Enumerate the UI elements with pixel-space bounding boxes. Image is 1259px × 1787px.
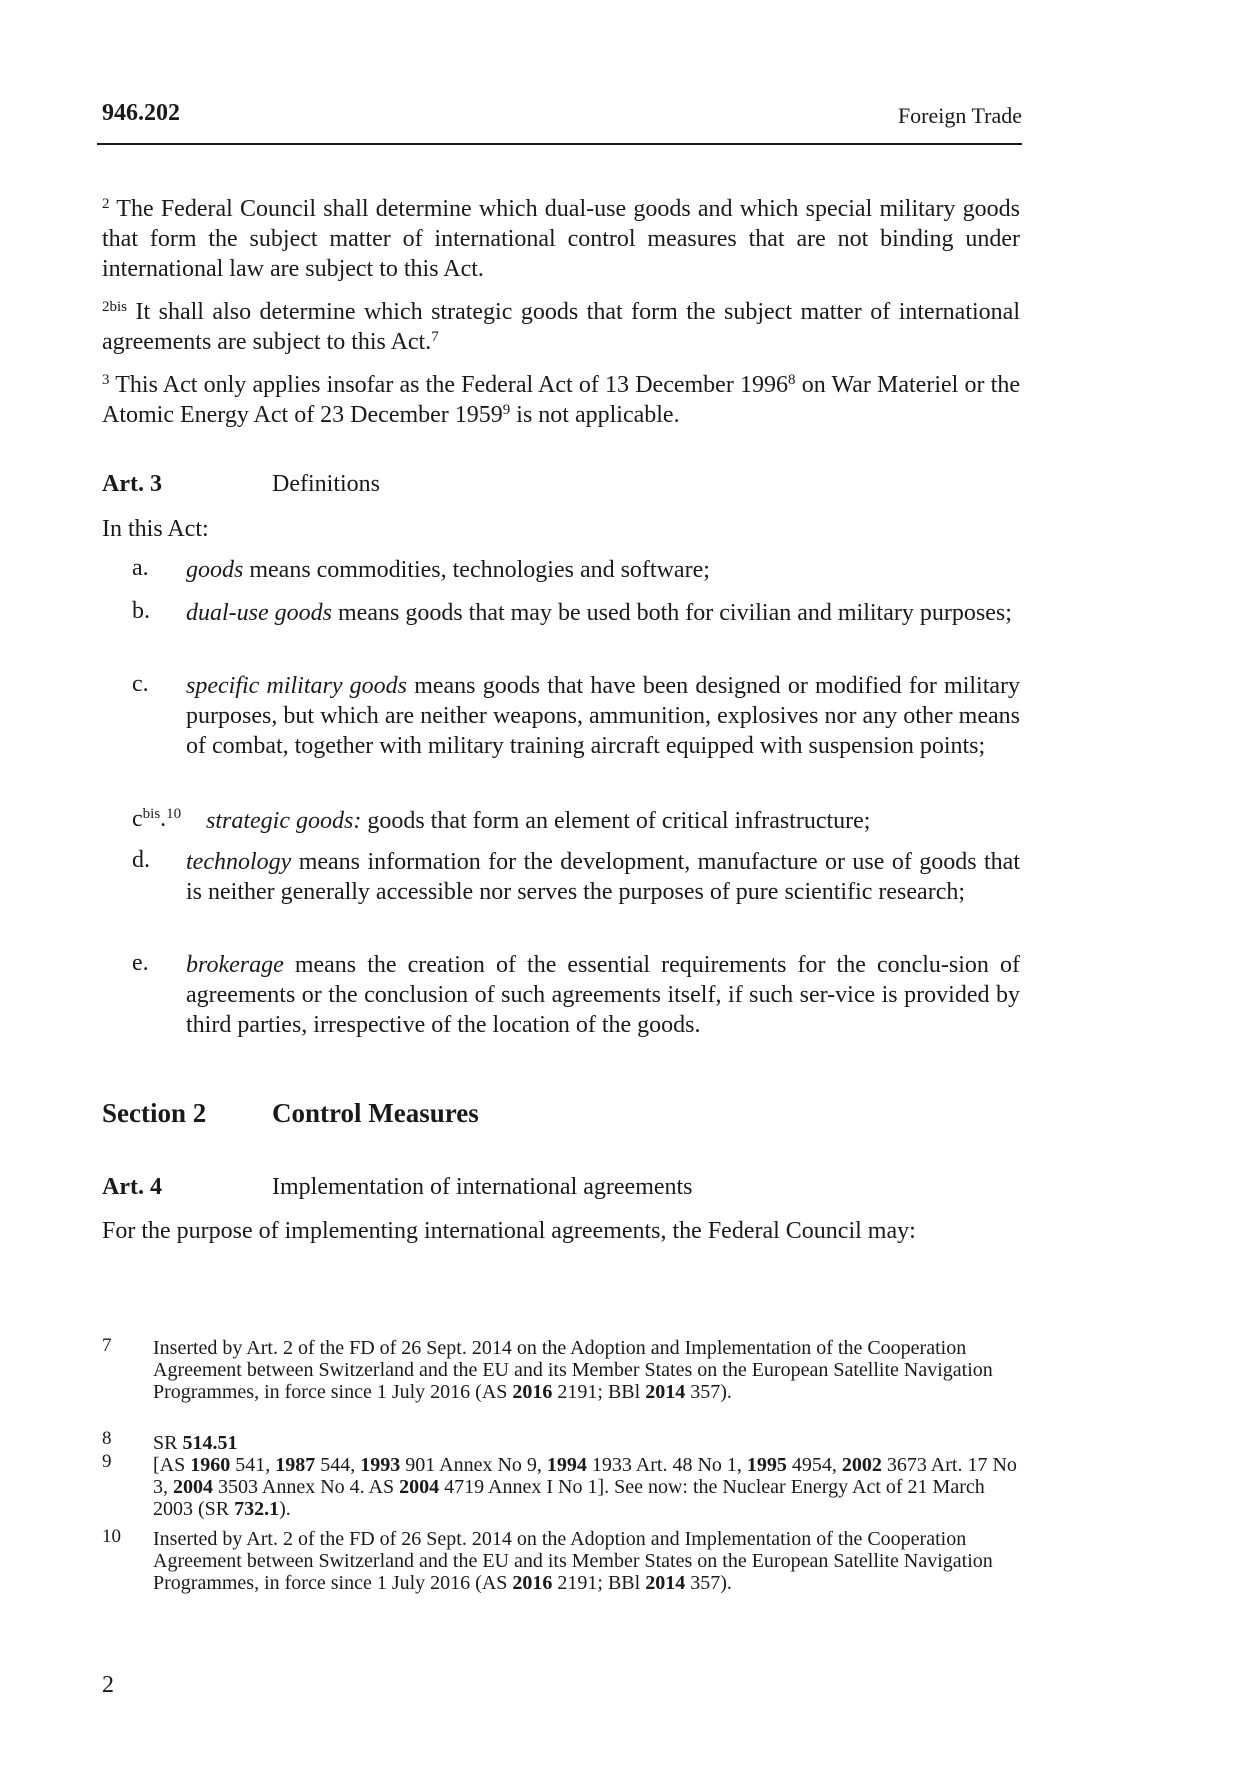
footnote-number: 10 [102, 1526, 121, 1547]
defined-term: specific military goods [186, 673, 408, 699]
item-letter: c. [132, 671, 149, 697]
section-2-label: Section 2 [102, 1098, 207, 1128]
paragraph-number: 3 [102, 372, 110, 388]
definition-technology [186, 847, 1020, 907]
footnote-ref[interactable]: 9 [502, 402, 511, 418]
footnote-number: 8 [102, 1428, 112, 1449]
definition-text: means commodities, technologies and software; [243, 557, 710, 583]
definition-strategic-goods [206, 806, 1020, 836]
footnote-9: [AS 1960 541, 1987 544, 1993 901 Annex No 9, 1994 1933 Art. 48 No 1, 1995 4954, 2002 3673 Art. 17 No 3, 2004 3503 Annex No 4. AS 2004 4719 Annex I No 1]. See now: the Nuclear Energy Act of 21 March 2003 (SR 732.1). [153, 1454, 1017, 1520]
article-4-title: Implementation of international agreements [272, 1174, 693, 1200]
paragraph-text: on War Materiel or the Atomic Energy Act of 23 December 1959 [102, 372, 1020, 428]
document-title: Foreign Trade [897, 103, 1022, 128]
paragraph-text: The Federal Council shall determine which dual-use goods and which special military goods that form the subject matter of international control measures that are not binding under international law are subject to this Act. [102, 196, 1020, 282]
item-letter: e. [132, 950, 149, 976]
article-3-label: Art. 3 [102, 471, 162, 497]
footnote-10: Inserted by Art. 2 of the FD of 26 Sept. 2014 on the Adoption and Implementation of the Cooperation Agreement between Switzerland and the EU and its Member States on the European Satellite Navigation Programmes, in force since 1 July 2016 (AS 2016 2191; BBl 2014 357). [153, 1528, 993, 1594]
definition-brokerage [186, 950, 1020, 1040]
document-number: 946.202 [102, 100, 180, 126]
defined-term: technology [186, 849, 292, 875]
footnote-8: SR 514.51 [153, 1432, 238, 1454]
header-rule [97, 143, 1022, 145]
item-letter: d. [132, 847, 150, 873]
item-letter: b. [132, 598, 150, 624]
definition-text: goods that form an element of critical infrastructure; [361, 808, 871, 834]
definition-goods [186, 555, 1020, 585]
definition-dual-use-goods [186, 598, 1020, 628]
definition-text: means information for the development, manufacture or use of goods that is neither generally accessible nor serves the purposes of pure scientific research; [186, 849, 1020, 905]
footnote-ref[interactable]: 10 [166, 806, 182, 822]
definition-text: means goods that may be used both for civilian and military purposes; [332, 600, 1012, 626]
paragraph-2bis [102, 297, 1020, 357]
section-2-title: Control Measures [272, 1098, 479, 1128]
footnote-ref[interactable]: 7 [431, 329, 439, 345]
footnote-number: 9 [102, 1451, 112, 1472]
item-letter: $c^{bis}.^{10}$ [132, 806, 182, 832]
footnote-7: Inserted by Art. 2 of the FD of 26 Sept. 2014 on the Adoption and Implementation of the Cooperation Agreement between Switzerland and the EU and its Member States on the European Satellite Navigation Programmes, in force since 1 July 2016 (AS 2016 2191; BBl 2014 357). [153, 1337, 993, 1403]
defined-term: goods [186, 557, 244, 583]
paragraph-number: 2 [102, 196, 110, 212]
paragraph-2 [102, 194, 1020, 284]
article-4-label: Art. 4 [102, 1174, 162, 1200]
article-3-title: Definitions [272, 471, 380, 497]
defined-term: strategic goods: [206, 808, 362, 834]
defined-term: dual-use goods [186, 600, 332, 626]
item-letter: a. [132, 555, 149, 581]
definition-text: means goods that have been designed or modified for military purposes, but which are neither weapons, ammunition, explosives nor any other means of combat, together with military training aircraft equipped with suspension points; [186, 673, 1021, 759]
footnote-number: 7 [102, 1335, 112, 1356]
page-number: 2 [102, 1672, 114, 1698]
footnote-ref[interactable]: 8 [788, 372, 796, 388]
paragraph-number: 2bis [102, 299, 128, 315]
paragraph-text: It shall also determine which strategic goods that form the subject matter of international agreements are subject to this Act. [102, 299, 1020, 355]
paragraph-3 [102, 370, 1020, 430]
definition-specific-military-goods [186, 671, 1020, 761]
paragraph-text: is not applicable. [510, 402, 680, 428]
definition-text: means the creation of the essential requirements for the conclu-sion of agreements or the conclusion of such agreements itself, if such ser-vice is provided by third parties, irrespective of the location of the goods. [186, 952, 1020, 1038]
article-4-intro: For the purpose of implementing international agreements, the Federal Council may: [102, 1218, 916, 1244]
article-3-intro: In this Act: [102, 516, 209, 542]
paragraph-text: This Act only applies insofar as the Federal Act of 13 December 1996 [115, 372, 789, 398]
defined-term: brokerage [186, 952, 284, 978]
